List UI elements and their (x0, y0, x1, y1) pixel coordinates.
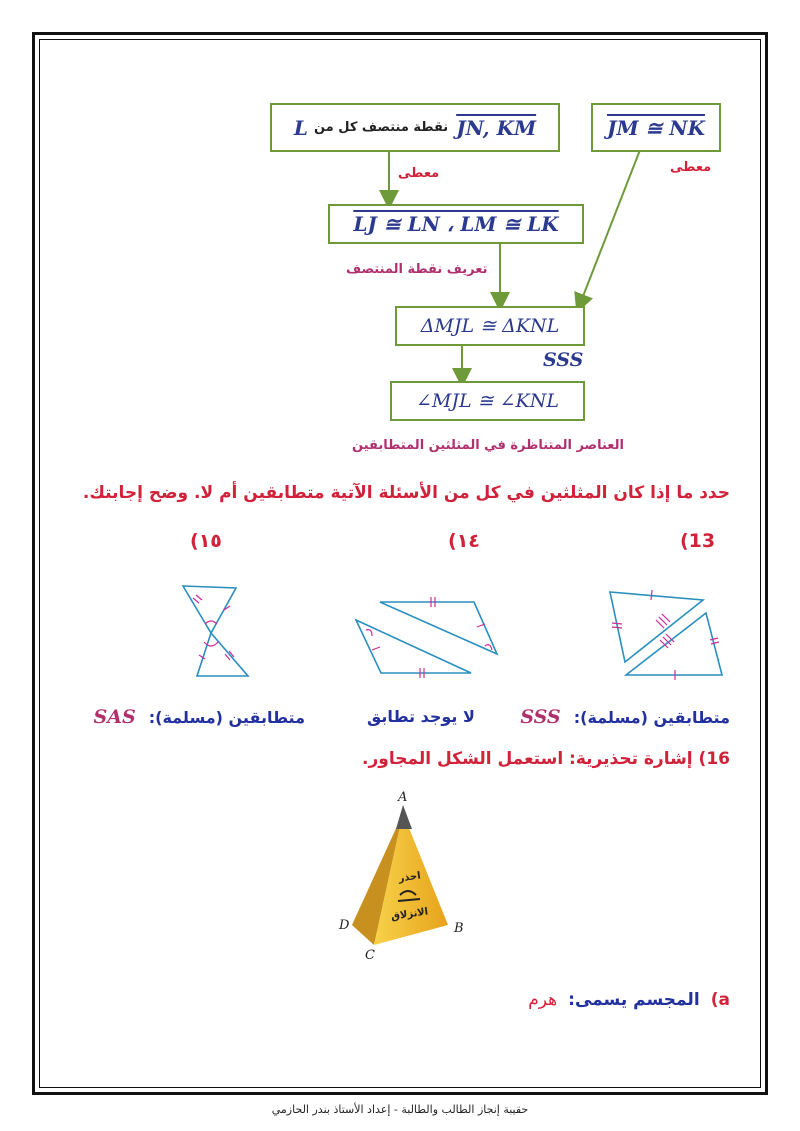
answer-13 (520, 706, 730, 728)
part-a-answer: هرم (528, 990, 558, 1010)
part-a-text: المجسم يسمى: (568, 990, 700, 1010)
problem-14: (١٤ (448, 530, 480, 552)
pyramid-tip (396, 805, 412, 829)
box2-math: JM ≅ NK (607, 115, 705, 140)
box5-math: ∠MJL ≅ ∠KNL (416, 390, 559, 412)
vertex-c: C (365, 948, 375, 963)
label-given-2: معطى (670, 160, 712, 175)
problem-15: (١٥ (190, 530, 222, 552)
label-cpctc: العناصر المتناظرة في المثلثين المتطابقين (352, 438, 624, 453)
pyramid-sign-line2: الانزلاق (390, 906, 429, 923)
box1-math: JN, KM (456, 115, 537, 140)
figure-13 (610, 590, 722, 680)
label-sss: SSS (543, 349, 584, 371)
footer-credit: حقيبة إنجاز الطالب والطالبة - إعداد الأستاذ بندر الحازمي (271, 1103, 529, 1116)
flow-box-midpoint (270, 103, 560, 152)
pyramid-figure (330, 785, 490, 965)
figure-14 (356, 597, 497, 678)
problem-13: (13 (680, 530, 716, 552)
vertex-d: D (339, 918, 350, 933)
q16-text: 16) إشارة تحذيرية: استعمل الشكل المجاور. (362, 749, 730, 769)
label-def-midpoint: تعريف نقطة المنتصف (346, 262, 488, 277)
box3-math: LJ ≅ LN ، LM ≅ LK (353, 212, 559, 236)
label-given-1: معطى (398, 166, 440, 181)
answer-13-math: SSS (520, 706, 561, 728)
arrow-box2-box4 (580, 150, 640, 304)
flow-box-given-jm-nk (591, 103, 721, 152)
answer-15 (80, 706, 305, 728)
answer-15-math: SAS (93, 706, 136, 728)
box1-arabic: نقطة منتصف كل من (313, 120, 449, 135)
question-text: حدد ما إذا كان المثلثين في كل من الأسئلة الآتية متطابقين أم لا. وضح إجابتك. (82, 483, 730, 503)
vertex-a: A (398, 790, 408, 805)
flow-box-angles (390, 381, 585, 421)
answer-14: لا يوجد تطابق (367, 707, 475, 726)
part-a (528, 990, 730, 1010)
flow-box-triangles (395, 306, 585, 346)
box1-l: L (293, 115, 308, 140)
figure-15 (183, 586, 248, 676)
triangle-figures (0, 580, 800, 690)
box4-math: ΔMJL ≅ ΔKNL (420, 315, 560, 337)
answer-15-text: متطابقين (مسلمة): (148, 708, 305, 727)
pyramid-sign-line1: احذر (397, 870, 422, 885)
flow-box-segments (328, 204, 584, 244)
vertex-b: B (454, 921, 464, 936)
answer-13-text: متطابقين (مسلمة): (573, 708, 730, 727)
part-a-letter: a) (710, 990, 730, 1010)
